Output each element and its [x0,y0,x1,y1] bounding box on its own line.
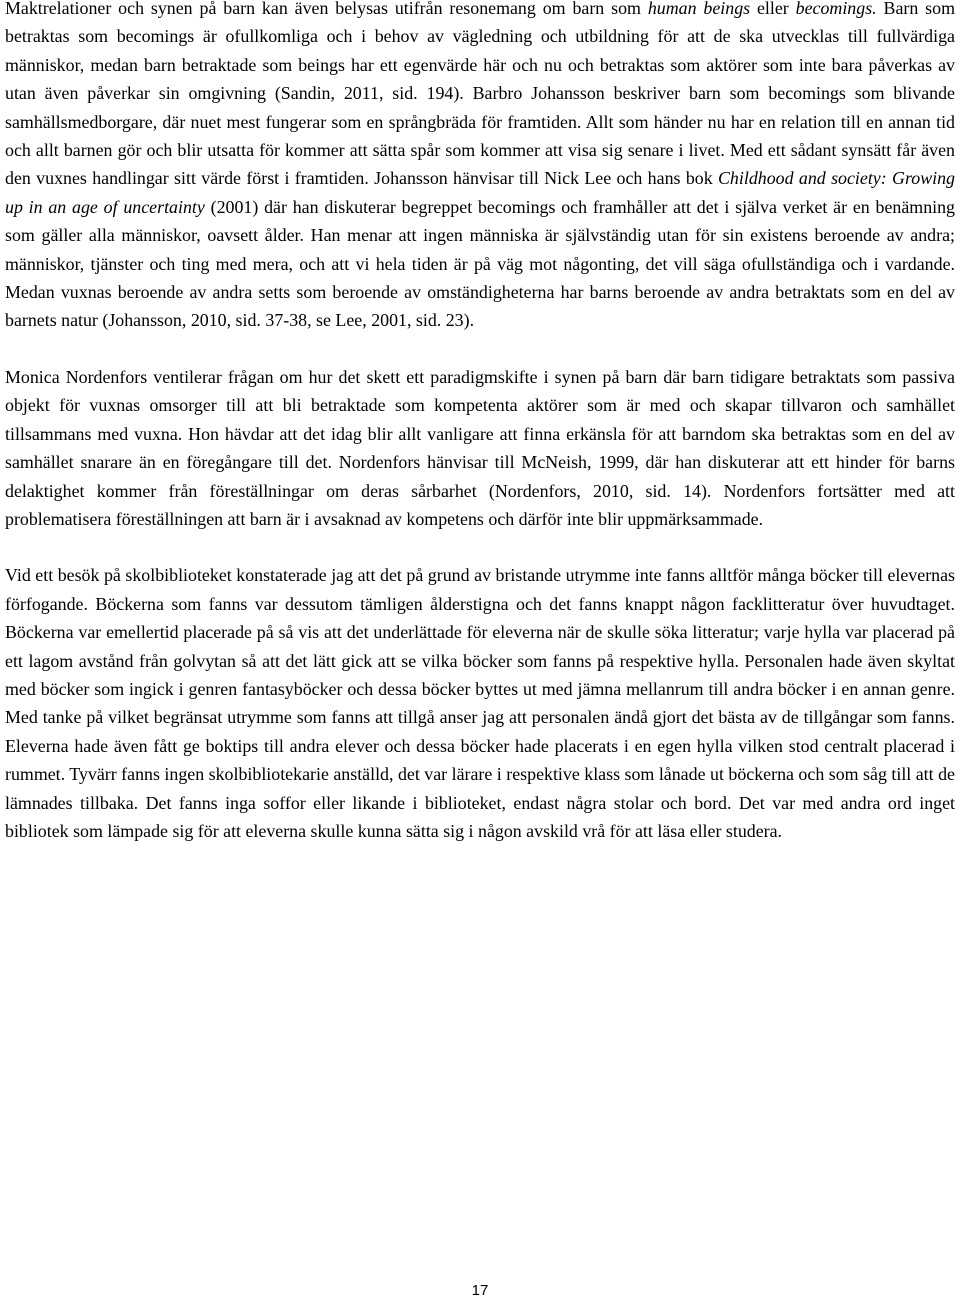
paragraph-1-run-5: Barn som betraktas som becomings är ofullkomliga och i behov av vägledning och utbildning för att de ska utvecklas till fullvärdiga människor, medan barn betraktade som beings har ett egenvärde här och nu och betraktas som aktörer som inte bara påverkas av utan även påverkar sin omgivning (Sandin, 2011, sid. 194). Barbro Johansson beskriver barn som becomings som blivande samhällsmedborgare, där nuet mest fungerar som en språngbräda för framtiden. Allt som händer nu har en relation till en annan tid och allt barnen gör och blir utsatta för kommer att sätta spår som kommer att visa sig senare i livet. Med ett sådant synsätt får även den vuxnes handlingar sitt värde först i framtiden. Johansson hänvisar till Nick Lee och hans bok [5,0,955,189]
paragraph-2-run-1: Monica Nordenfors ventilerar frågan om hur det skett ett paradigmskifte i synen på barn där barn tidigare betraktats som passiva objekt för vuxnas omsorger till att bli betraktade som kompetenta aktörer som är med och skapar tillvaron och samhället tillsammans med vuxna. Hon hävdar att det idag blir allt vanligare att finna erkänsla för att barndom ska betraktas som en del av samhället snarare än en föregångare till det. Nordenfors hänvisar till McNeish, 1999, där han diskuterar att ett hinder för barns delaktighet kommer från föreställningar om deras sårbarhet (Nordenfors, 2010, sid. 14). Nordenfors fortsätter med att problematisera föreställningen att barn är i avsaknad av kompetens och därför inte blir uppmärksammade. [5,366,955,529]
paragraph-1-run-3: eller [750,0,796,18]
page-number: 17 [471,1282,489,1299]
paragraph-3-run-1: Vid ett besök på skolbiblioteket konstaterade jag att det på grund av bristande utrymme inte fanns alltför många böcker till elevernas förfogande. Böckerna som fanns var dessutom tämligen ålderstigna och det fanns knappt någon facklitteratur över huvudtaget. Böckerna var emellertid placerade på så vis att det underlättade för eleverna när de skulle söka litteratur; varje hylla var placerad på ett lagom avstånd från golvytan så att det lätt gick att se vilka böcker som fanns på respektive hylla. Personalen hade även skyltat med böcker som ingick i genren fantasyböcker och dessa böcker byttes ut med jämna mellanrum till andra böcker i en annan genre. Med tanke på vilket begränsat utrymme som fanns att tillgå anser jag att personalen ändå gjort det bästa av de tillgångar som fanns. Eleverna hade även fått ge boktips till andra elever och dessa böcker hade placerats i en egen hylla vilken stod centralt placerad i rummet. Tyvärr fanns ingen skolbibliotekarie anställd, det var lärare i respektive klass som lånade ut böckerna och som såg till att de lämnades tillbaka. Det fanns inga soffor eller likande i biblioteket, endast några stolar och bord. Det var med andra ord inget bibliotek som lämpade sig för att eleverna skulle kunna sätta sig i någon avskild vrå för att läsa eller studera. [5,565,955,841]
document-page [5,0,955,845]
paragraph-3 [5,561,955,845]
paragraph-1-run-2: human beings [647,0,751,18]
paragraph-2 [5,363,955,533]
paragraph-1-run-7: (2001) där han diskuterar begreppet becomings och framhåller att det i själva verket är en benämning som gäller alla människor, oavsett ålder. Han menar att ingen människa är självständig utan för sin existens beroende av andra; människor, tjänster och ting med mera, och att vi hela tiden är på väg mot någonting, det vill säga ofullständiga och i vardande. Medan vuxnas beroende av andra setts som beroende av omständigheterna har barns beroende av andra betraktats som en del av barnets natur (Johansson, 2010, sid. 37-38, se Lee, 2001, sid. 23). [5,196,955,331]
paragraph-1-run-1: Maktrelationer och synen på barn kan även belysas utifrån resonemang om barn som [5,0,648,18]
paragraph-1-book-title: Childhood and society: Growing up in an age of uncertainty [5,168,955,217]
paragraph-1 [5,0,955,335]
paragraph-1-run-4: becomings. [795,0,877,18]
